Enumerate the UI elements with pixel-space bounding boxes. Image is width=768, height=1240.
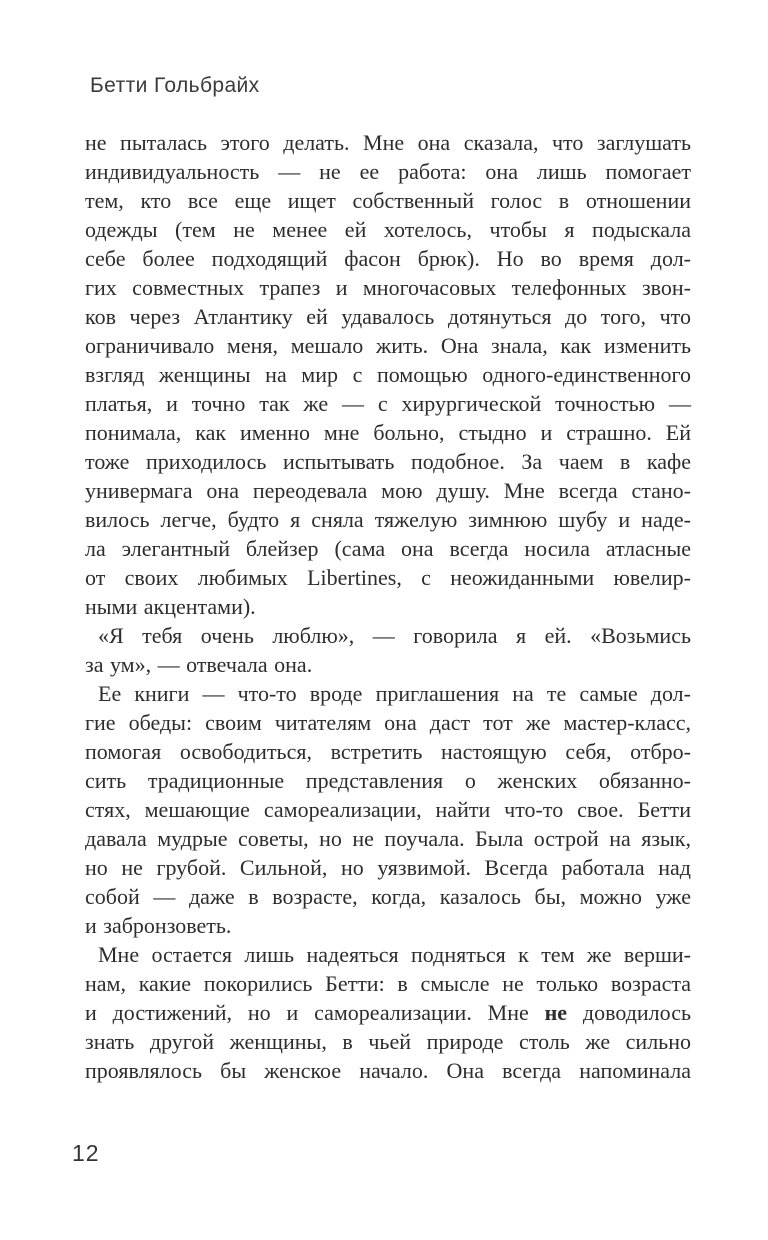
text-line: гие обеды: своим читателям она даст тот же мастер-класс, (85, 710, 691, 735)
text-line: взгляд женщины на мир с помощью одного-единственного (85, 362, 691, 387)
text-line: ков через Атлантику ей удавалось дотянуться до того, что (85, 304, 691, 329)
text-line: тоже приходилось испытывать подобное. За чаем в кафе (85, 449, 691, 474)
text-line: не пыталась этого делать. Мне она сказала, что заглушать (85, 130, 691, 155)
body-text (85, 128, 691, 1085)
text-line: понимала, как именно мне больно, стыдно и страшно. Ей (85, 420, 691, 445)
text-line: стях, мешающие самореализации, найти что-то свое. Бетти (85, 797, 691, 822)
page-number: 12 (72, 1140, 100, 1166)
text-line: вилось легче, будто я сняла тяжелую зимнюю шубу и наде- (85, 507, 691, 532)
text-line: Ее книги — что-то вроде приглашения на те самые дол- (98, 681, 691, 706)
text-line: одежды (тем не менее ей хотелось, чтобы я подыскала (85, 217, 691, 242)
text-line: ла элегантный блейзер (сама она всегда носила атласные (85, 536, 691, 561)
running-header: Бетти Гольбрайх (90, 74, 260, 97)
text-line: Мне остается лишь надеяться подняться к тем же верши- (98, 942, 691, 967)
text-line (85, 998, 691, 1027)
text-line: тем, кто все еще ищет собственный голос в отношении (85, 188, 691, 213)
text-line: сить традиционные представления о женских обязанно- (85, 768, 691, 793)
text-line: индивидуальность — не ее работа: она лишь помогает (85, 159, 691, 184)
text-line: собой — даже в возрасте, когда, казалось бы, можно уже (85, 884, 691, 909)
text-line: проявлялось бы женское начало. Она всегда напоминала (85, 1058, 691, 1083)
text-line: ограничивало меня, мешало жить. Она знала, как изменить (85, 333, 691, 358)
text-line: за ум», — отвечала она. (85, 652, 313, 677)
text-line: нам, какие покорились Бетти: в смысле не только возраста (85, 971, 691, 996)
emphasized-word: не (544, 1000, 568, 1025)
text-line: гих совместных трапез и многочасовых телефонных звон- (85, 275, 691, 300)
text-line: универмага она переодевала мою душу. Мне всегда стано- (85, 478, 691, 503)
text-segment: и достижений, но и самореализации. Мне (85, 1000, 545, 1025)
text-line: и забронзоветь. (85, 913, 232, 938)
text-line: себе более подходящий фасон брюк). Но во время дол- (85, 246, 691, 271)
text-line: давала мудрые советы, но не поучала. Была острой на язык, (85, 826, 691, 851)
text-segment: доводилось (567, 1000, 691, 1025)
text-line: ными акцентами). (85, 594, 256, 619)
text-line: платья, и точно так же — с хирургической точностью — (85, 391, 691, 416)
text-line: помогая освободиться, встретить настоящую себя, отбро- (85, 739, 691, 764)
text-line: от своих любимых Libertines, с неожиданными ювелир- (85, 565, 691, 590)
text-line: знать другой женщины, в чьей природе столь же сильно (85, 1029, 691, 1054)
text-line: но не грубой. Сильной, но уязвимой. Всегда работала над (85, 855, 691, 880)
text-line: «Я тебя очень люблю», — говорила я ей. «Возьмись (98, 623, 691, 648)
